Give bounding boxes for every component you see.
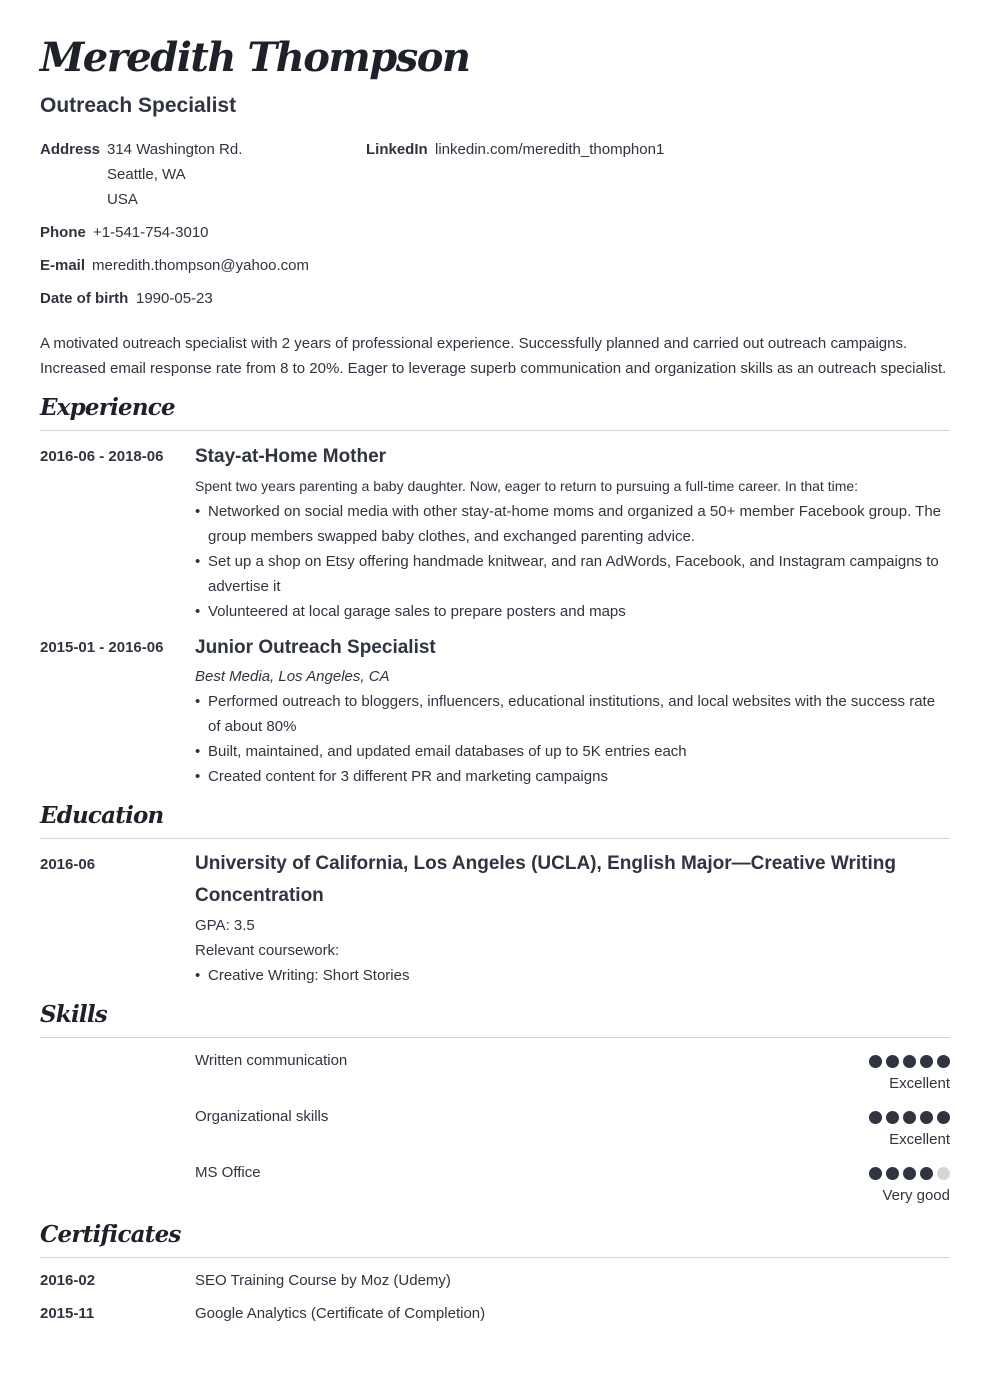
experience-2-dates: 2015-01 - 2016-06 bbox=[40, 639, 164, 656]
experience-1-role: Stay-at-Home Mother bbox=[195, 446, 387, 467]
rating-dot-filled bbox=[869, 1055, 882, 1068]
rating-dot-filled bbox=[869, 1111, 882, 1124]
experience-heading: Experience bbox=[40, 394, 175, 421]
experience-divider bbox=[40, 430, 950, 431]
list-item: • Created content for 3 different PR and marketing campaigns bbox=[195, 764, 950, 789]
list-item: • Built, maintained, and updated email databases of up to 5K entries each bbox=[195, 739, 950, 764]
experience-1-description: Spent two years parenting a baby daughter. Now, eager to return to pursuing a full-time career. In that time: bbox=[195, 478, 859, 494]
skills-divider bbox=[40, 1037, 950, 1038]
certificates-heading: Certificates bbox=[40, 1221, 181, 1248]
education-divider bbox=[40, 838, 950, 839]
rating-dot-filled bbox=[920, 1111, 933, 1124]
dob-value: 1990-05-23 bbox=[136, 290, 213, 307]
list-item: • Performed outreach to bloggers, influencers, educational institutions, and local websites with the success rate of about 80% bbox=[195, 689, 950, 739]
skill-3-name: MS Office bbox=[195, 1164, 261, 1181]
certificate-1-name: SEO Training Course by Moz (Udemy) bbox=[195, 1272, 451, 1289]
skill-2-level: Excellent bbox=[889, 1131, 950, 1148]
address-label: Address bbox=[40, 141, 101, 158]
education-date: 2016-06 bbox=[40, 856, 96, 873]
education-coursework-label: Relevant coursework: bbox=[195, 942, 340, 959]
rating-dot-filled bbox=[903, 1055, 916, 1068]
experience-2-company: Best Media, Los Angeles, CA bbox=[195, 668, 390, 685]
skill-2-name: Organizational skills bbox=[195, 1108, 329, 1125]
email-label: E-mail bbox=[40, 257, 86, 274]
rating-dot-filled bbox=[937, 1055, 950, 1068]
phone-label: Phone bbox=[40, 224, 86, 241]
address-line-2: Seattle, WA bbox=[107, 166, 186, 183]
skill-1-rating bbox=[869, 1055, 950, 1068]
experience-1-bullets bbox=[195, 499, 950, 624]
rating-dot-filled bbox=[920, 1167, 933, 1180]
list-item: • Networked on social media with other stay-at-home moms and organized a 50+ member Facebook group. The group members swapped baby clothes, and exchanged parenting advice. bbox=[195, 499, 950, 549]
skill-2-rating bbox=[869, 1111, 950, 1124]
address-line-3: USA bbox=[107, 191, 138, 208]
certificates-divider bbox=[40, 1257, 950, 1258]
education-degree: University of California, Los Angeles (UCLA), English Major—Creative Writing Concentration bbox=[195, 853, 896, 906]
rating-dot-filled bbox=[903, 1167, 916, 1180]
experience-2-bullets bbox=[195, 689, 950, 789]
resume-job-title: Outreach Specialist bbox=[40, 94, 237, 117]
list-item: • Volunteered at local garage sales to prepare posters and maps bbox=[195, 599, 950, 624]
rating-dot-filled bbox=[920, 1055, 933, 1068]
email-link[interactable]: meredith.thompson@yahoo.com bbox=[92, 257, 310, 274]
rating-dot-filled bbox=[937, 1111, 950, 1124]
profile-summary: A motivated outreach specialist with 2 years of professional experience. Successfully planned and carried out outreach campaigns. Increased email response rate from 8 to 20%. Eager to leverage superb communication and organization skills as an outreach specialist. bbox=[40, 335, 947, 377]
certificate-2-date: 2015-11 bbox=[40, 1305, 95, 1322]
rating-dot-filled bbox=[903, 1111, 916, 1124]
education-gpa: GPA: 3.5 bbox=[195, 917, 255, 934]
rating-dot-filled bbox=[869, 1167, 882, 1180]
education-coursework-list bbox=[195, 963, 950, 988]
certificate-1-date: 2016-02 bbox=[40, 1272, 96, 1289]
rating-dot-filled bbox=[886, 1167, 899, 1180]
skills-heading: Skills bbox=[40, 1001, 107, 1028]
skill-3-rating bbox=[869, 1167, 950, 1180]
address-line-1: 314 Washington Rd. bbox=[107, 141, 243, 158]
skill-1-name: Written communication bbox=[195, 1052, 348, 1069]
linkedin-link[interactable]: linkedin.com/meredith_thomphon1 bbox=[435, 141, 665, 158]
list-item: • Creative Writing: Short Stories bbox=[195, 963, 950, 988]
resume-name: Meredith Thompson bbox=[40, 34, 470, 81]
skill-1-level: Excellent bbox=[889, 1075, 950, 1092]
list-item: • Set up a shop on Etsy offering handmade knitwear, and ran AdWords, Facebook, and Instagram campaigns to advertise it bbox=[195, 549, 950, 599]
experience-2-role: Junior Outreach Specialist bbox=[195, 637, 436, 658]
education-heading: Education bbox=[40, 802, 164, 829]
rating-dot-filled bbox=[886, 1111, 899, 1124]
rating-dot-empty bbox=[937, 1167, 950, 1180]
phone-value: +1-541-754-3010 bbox=[93, 224, 209, 241]
certificate-2-name: Google Analytics (Certificate of Completion) bbox=[195, 1305, 486, 1322]
experience-1-dates: 2016-06 - 2018-06 bbox=[40, 448, 164, 465]
linkedin-label: LinkedIn bbox=[366, 141, 428, 158]
skill-3-level: Very good bbox=[882, 1187, 950, 1204]
dob-label: Date of birth bbox=[40, 290, 129, 307]
rating-dot-filled bbox=[886, 1055, 899, 1068]
